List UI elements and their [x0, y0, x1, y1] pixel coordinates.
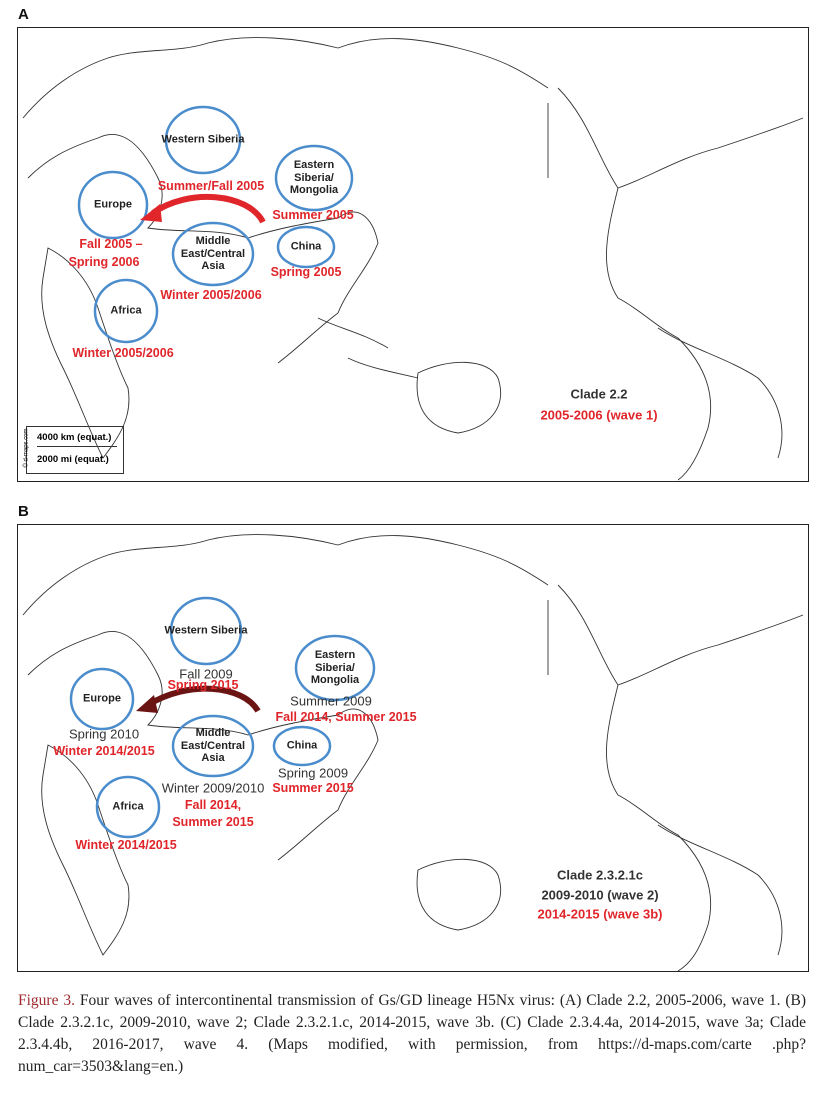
annotation: Summer 2015: [172, 814, 254, 829]
annotation: Summer 2015: [272, 780, 354, 795]
annotation: Fall 2005 –: [79, 236, 143, 251]
panel-b-label: B: [18, 503, 29, 520]
panel-a-label: A: [18, 6, 29, 23]
clade-label: Clade 2.3.2.1c: [557, 867, 643, 883]
wave-label: 2005-2006 (wave 1): [540, 407, 658, 423]
region-africa: Africa: [110, 304, 142, 317]
region-middle-east: Middle East/Central Asia: [180, 235, 246, 273]
region-western-siberia: Western Siberia: [161, 133, 245, 146]
scale-bar: [23, 426, 124, 474]
annotation: Fall 2014, Summer 2015: [275, 709, 417, 724]
map-credit: © d-maps.com: [23, 428, 30, 468]
transmission-arrow: [136, 689, 258, 713]
region-europe: Europe: [94, 198, 132, 211]
annotation: Spring 2006: [68, 254, 140, 269]
caption-text: Four waves of intercontinental transmission of Gs/GD lineage H5Nx virus: (A) Clade 2.2, 2005-2006, wave 1. (B) Clade 2.3.2.1c, 2009-2010, wave 2; Clade 2.3.2.1.c, 2014-2015, wave 3b. (C) Clade 2.3.4.4a, 2014-2015, wave 3a; Clade 2.3.4.4b, 2016-2017, wave 4. (Maps modified, with permission, from https://d-maps.com/carte .php?num_car=3503&lang=en.): [18, 992, 806, 1075]
annotation: Winter 2005/2006: [72, 345, 174, 360]
region-eastern-siberia: Eastern Siberia/ Mongolia: [289, 159, 339, 197]
region-eastern-siberia: Eastern Siberia/ Mongolia: [310, 649, 360, 687]
annotation: Winter 2005/2006: [160, 287, 262, 302]
annotation: Spring 2015: [167, 677, 239, 692]
annotation: Spring 2005: [270, 264, 342, 279]
annotation: Spring 2010: [68, 726, 140, 742]
wave-label: 2014-2015 (wave 3b): [537, 906, 663, 922]
figure-caption: [18, 990, 806, 1078]
annotation: Summer 2009: [290, 693, 372, 709]
annotation: Summer/Fall 2005: [157, 178, 265, 193]
annotation: Winter 2014/2015: [53, 743, 155, 758]
clade-label: Clade 2.2: [570, 386, 628, 402]
scale-km: 4000 km (equat.): [37, 432, 112, 443]
caption-label: Figure 3.: [18, 992, 75, 1009]
annotation: Fall 2014,: [184, 797, 242, 812]
annotation: Winter 2009/2010: [161, 780, 265, 796]
annotation: Fall 2009: [179, 666, 233, 682]
region-western-siberia: Western Siberia: [164, 624, 248, 637]
region-china: China: [290, 240, 322, 253]
panel-b-map: [17, 524, 809, 972]
annotation: Winter 2014/2015: [75, 837, 177, 852]
transmission-arrow: [140, 197, 263, 222]
region-europe: Europe: [83, 692, 121, 705]
annotation: Spring 2009: [277, 765, 349, 781]
region-middle-east: Middle East/Central Asia: [180, 727, 246, 765]
coastlines: [23, 38, 803, 480]
wave-label: 2009-2010 (wave 2): [541, 887, 659, 903]
region-china: China: [286, 739, 318, 752]
scale-mi: 2000 mi (equat.): [37, 454, 109, 465]
panel-a-map: [17, 27, 809, 482]
annotation: Summer 2005: [272, 207, 354, 222]
region-africa: Africa: [112, 800, 144, 813]
